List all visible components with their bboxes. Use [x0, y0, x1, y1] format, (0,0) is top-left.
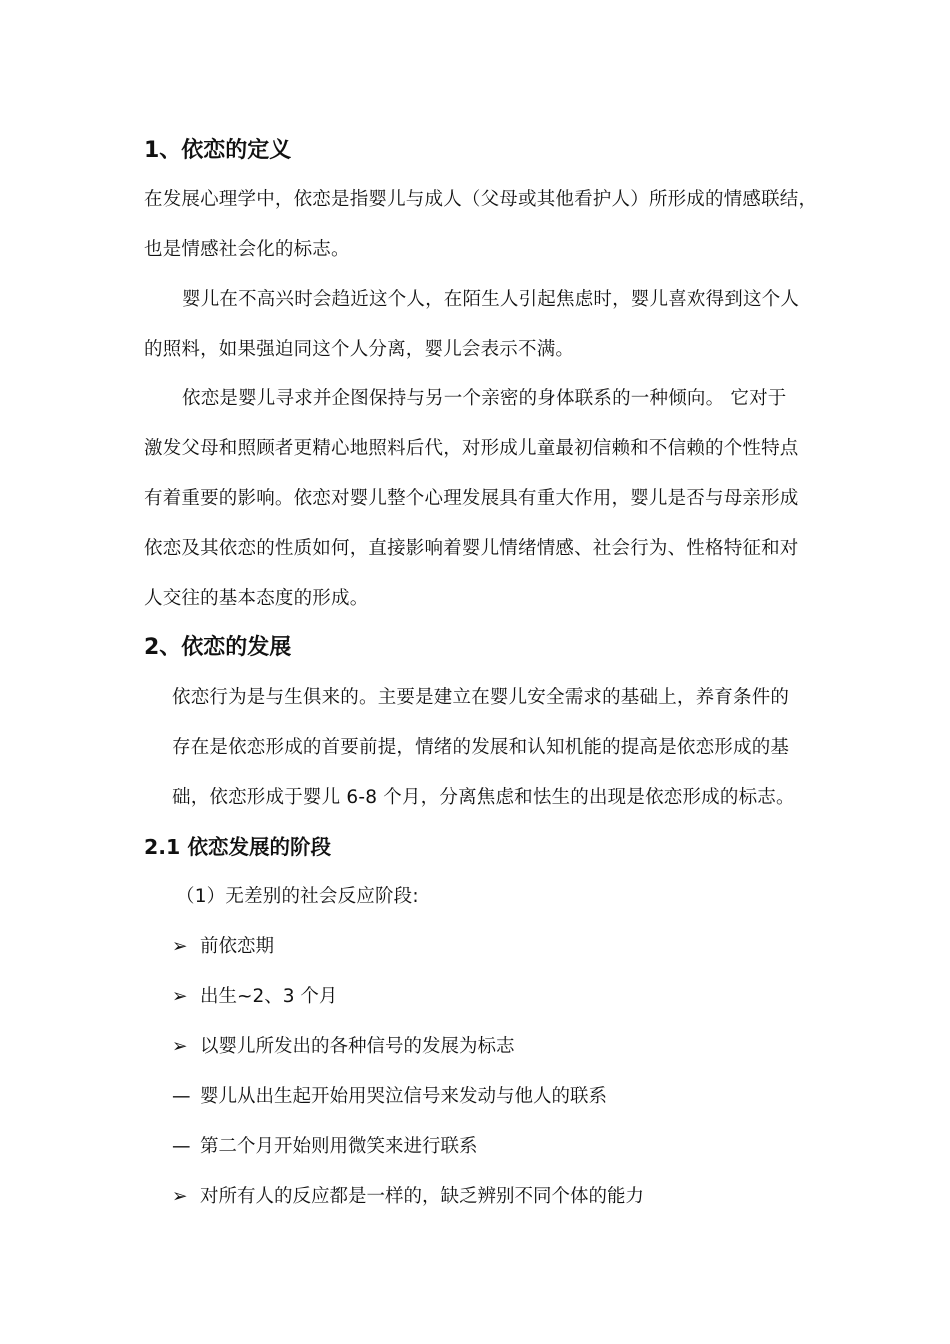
- list-item-text: 对所有人的反应都是一样的，缺乏辨别不同个体的能力: [200, 1186, 645, 1207]
- arrow-bullet-icon: ➢: [172, 936, 188, 957]
- list-item-text: 婴儿从出生起开始用哭泣信号来发动与他人的联系: [200, 1086, 608, 1107]
- section-2-heading: 2、依恋的发展: [144, 635, 292, 660]
- list-item: [172, 1034, 515, 1060]
- list-item: [172, 1184, 644, 1210]
- list-item: [172, 934, 274, 960]
- paragraph-line: 在发展心理学中，依恋是指婴儿与成人（父母或其他看护人）所形成的情感联结，: [144, 189, 818, 210]
- arrow-bullet-icon: ➢: [172, 1036, 188, 1057]
- stage-label: （1）无差别的社会反应阶段:: [176, 886, 419, 907]
- paragraph-line: 依恋及其依恋的性质如何，直接影响着婴儿情绪情感、社会行为、性格特征和对: [144, 538, 799, 559]
- list-item: [172, 1084, 607, 1110]
- list-item-text: 出生~2、3 个月: [200, 986, 338, 1007]
- paragraph-line: 人交往的基本态度的形成。: [144, 588, 369, 609]
- paragraph-line: 婴儿在不高兴时会趋近这个人，在陌生人引起焦虑时，婴儿喜欢得到这个人: [182, 289, 800, 310]
- dash-bullet-icon: —: [172, 1086, 191, 1107]
- paragraph-line: 的照料，如果强迫同这个人分离，婴儿会表示不满。: [144, 339, 575, 360]
- paragraph-line: 础，依恋形成于婴儿 6-8 个月，分离焦虑和怯生的出现是依恋形成的标志。: [172, 787, 795, 808]
- list-item-text: 以婴儿所发出的各种信号的发展为标志: [200, 1036, 515, 1057]
- paragraph-line: 存在是依恋形成的首要前提，情绪的发展和认知机能的提高是依恋形成的基: [172, 737, 790, 758]
- paragraph-line: 有着重要的影响。依恋对婴儿整个心理发展具有重大作用，婴儿是否与母亲形成: [144, 488, 799, 509]
- section-1-heading: 1、依恋的定义: [144, 138, 292, 163]
- section-2-1-heading: 2.1 依恋发展的阶段: [144, 835, 331, 859]
- arrow-bullet-icon: ➢: [172, 1186, 188, 1207]
- list-item-text: 第二个月开始则用微笑来进行联系: [200, 1136, 478, 1157]
- paragraph-line: 激发父母和照顾者更精心地照料后代，对形成儿童最初信赖和不信赖的个性特点: [144, 438, 799, 459]
- arrow-bullet-icon: ➢: [172, 986, 188, 1007]
- list-item: [172, 1134, 478, 1160]
- paragraph-line: 依恋行为是与生俱来的。主要是建立在婴儿安全需求的基础上，养育条件的: [172, 687, 790, 708]
- paragraph-line: 依恋是婴儿寻求并企图保持与另一个亲密的身体联系的一种倾向。 它对于: [182, 388, 787, 409]
- list-item: [172, 984, 337, 1010]
- list-item-text: 前依恋期: [200, 936, 275, 957]
- dash-bullet-icon: —: [172, 1136, 191, 1157]
- paragraph-line: 也是情感社会化的标志。: [144, 239, 350, 260]
